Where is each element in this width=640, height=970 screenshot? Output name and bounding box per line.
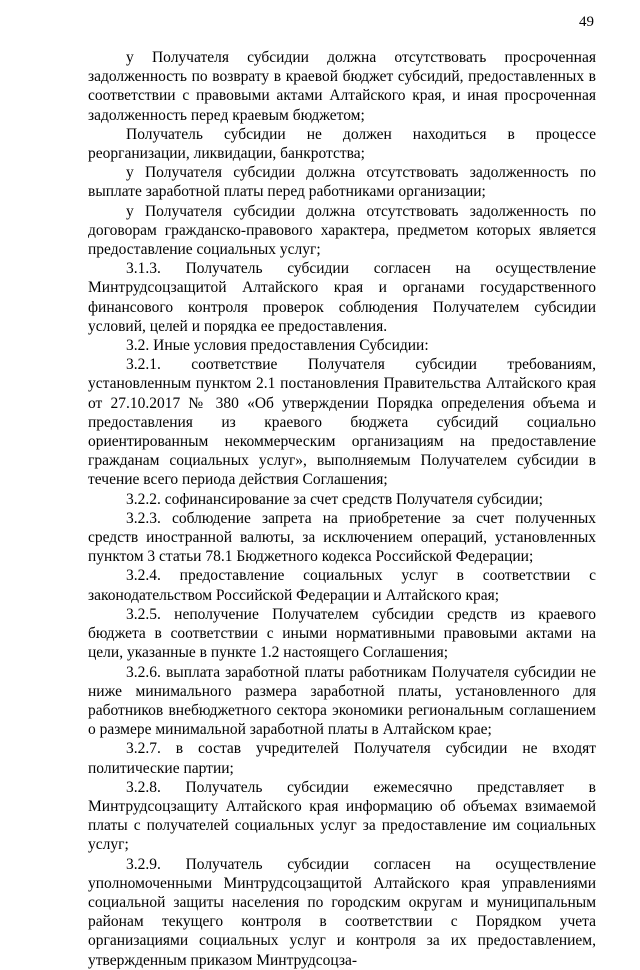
paragraph: 3.2.3. соблюдение запрета на приобретение за счет полученных средств иностранной валюты, за исключением операций, установленных пунктом 3 статьи 78.1 Бюджетного кодекса Российской Федерации; [88, 509, 596, 566]
paragraph: 3.2.2. софинансирование за счет средств Получателя субсидии; [126, 490, 543, 508]
paragraph: у Получателя субсидии должна отсутствовать просроченная задолженность по возврату в краевой бюджет субсидий, предоставленных в соответствии с правовыми актами Алтайского края, и иная просроченная задолженность перед краевым бюджетом; [88, 49, 596, 124]
paragraph: 3.2.1. соответствие Получателя субсидии требованиям, установленным пунктом 2.1 постановления Правительства Алтайского края от 27.10.2017 № 380 «Об утверждении Порядка определения объема и предоставления из краевого бюджета субсидий социально ориентированным некоммерческим организациям на предоставление гражданам социальных услуг», выполняемым Получателем субсидии в течение всего периода действия Соглашения; [88, 356, 596, 489]
paragraph: 3.2.9. Получатель субсидии согласен на осуществление уполномоченными Минтрудсоцзащитой Алтайского края управлениями социальной защиты населения по городским округам и муниципальным районам текущего контроля в соответствии с Порядком учета организациями социальных услуг и контроля за их предоставлением, утвержденным приказом Минтрудсоцза- [88, 855, 596, 969]
paragraph: у Получателя субсидии должна отсутствовать задолженность по договорам гражданско-правового характера, предметом которых является предоставление социальных услуг; [88, 202, 596, 259]
paragraph: 3.2.5. неполучение Получателем субсидии средств из краевого бюджета в соответствии с иными нормативными правовыми актами на цели, указанные в пункте 1.2 настоящего Соглашения; [88, 605, 596, 662]
document-body [88, 48, 596, 970]
paragraph: Получатель субсидии не должен находиться в процессе реорганизации, ликвидации, банкротства; [88, 125, 596, 163]
paragraph: у Получателя субсидии должна отсутствовать задолженность по выплате заработной платы перед работниками организации; [88, 164, 596, 201]
paragraph: 3.2.6. выплата заработной платы работникам Получателя субсидии не ниже минимального размера заработной платы, установленного для работников внебюджетного сектора экономики региональным соглашением о размере минимальной заработной платы в Алтайском крае; [88, 663, 596, 739]
paragraph: 3.2.8. Получатель субсидии ежемесячно представляет в Минтрудсоцзащиту Алтайского края информацию об объемах взимаемой платы с получателей социальных услуг за предоставление им социальных услуг; [88, 778, 596, 854]
page-number: 49 [579, 14, 594, 30]
paragraph: 3.2.7. в состав учредителей Получателя субсидии не входят политические партии; [88, 740, 596, 777]
paragraph: 3.2. Иные условия предоставления Субсидии: [126, 337, 429, 355]
paragraph: 3.1.3. Получатель субсидии согласен на осуществление Минтрудсоцзащитой Алтайского края и органами государственного финансового контроля проверок соблюдения Получателем субсидии условий, целей и порядка ее предоставления. [88, 260, 596, 335]
paragraph: 3.2.4. предоставление социальных услуг в соответствии с законодательством Российской Федерации и Алтайского края; [88, 567, 596, 604]
